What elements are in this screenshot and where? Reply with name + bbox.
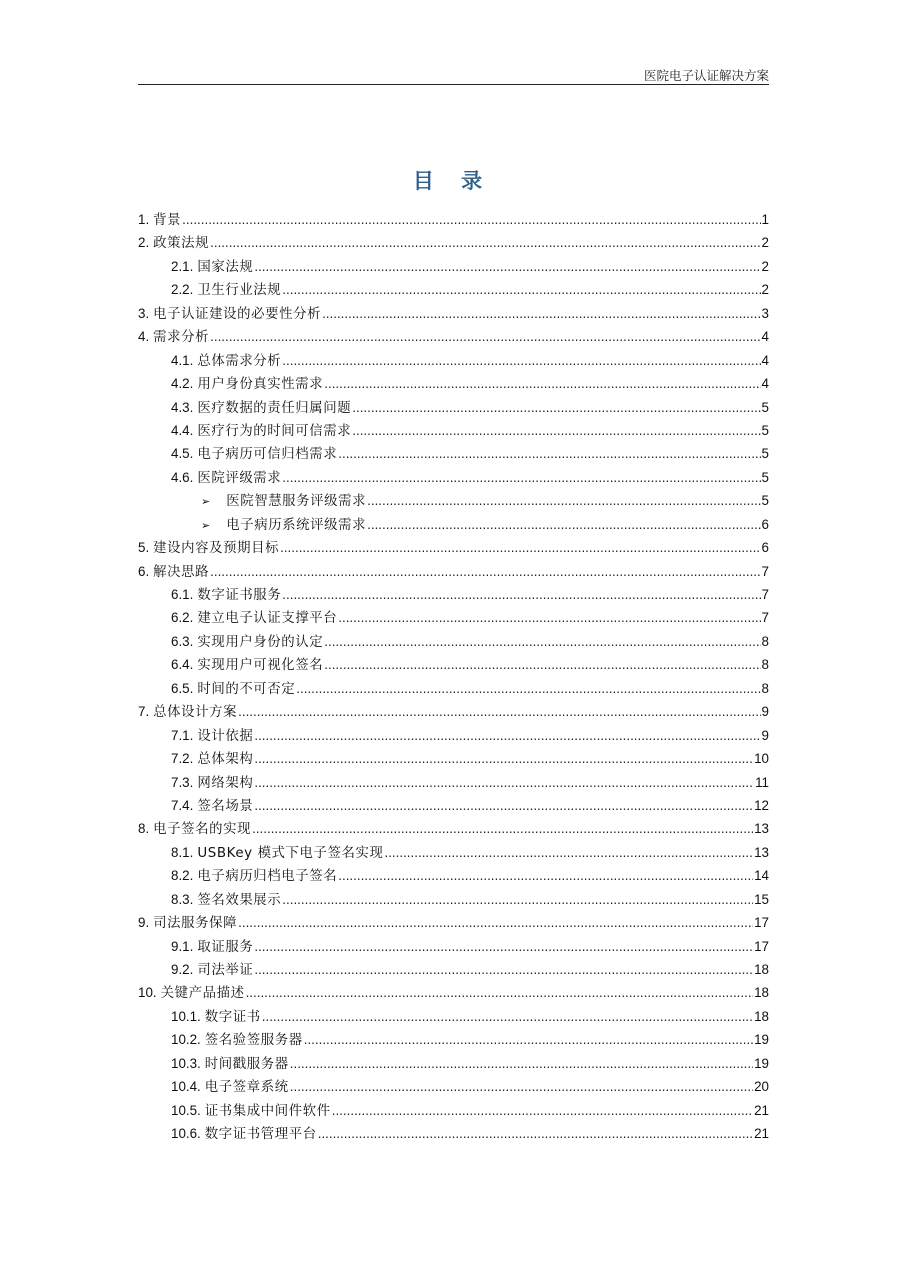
toc-entry-number: 1.	[138, 212, 150, 227]
toc-entry-label: 时间的不可否定	[197, 681, 296, 697]
toc-entry[interactable]	[138, 442, 769, 465]
toc-entry[interactable]	[138, 583, 769, 606]
toc-entry-label: 医院评级需求	[197, 470, 282, 486]
toc-entry-page-number: 2	[761, 258, 769, 274]
toc-entry[interactable]	[138, 724, 769, 747]
toc-entry[interactable]	[138, 278, 769, 301]
toc-entry-page-number: 8	[761, 633, 769, 649]
toc-entry-page-number: 18	[754, 1008, 769, 1024]
toc-entry-label: 总体架构	[197, 752, 254, 768]
toc-entry[interactable]	[138, 372, 769, 395]
toc-entry-label: 证书集成中间件软件	[204, 1103, 331, 1119]
toc-entry-label: 电子病历系统评级需求	[226, 517, 367, 533]
toc-entry-label: 司法服务保障	[153, 916, 238, 932]
toc-entry-number: 7.1.	[171, 727, 194, 743]
toc-entry[interactable]	[138, 325, 769, 348]
toc-entry-label: 时间戳服务器	[204, 1056, 289, 1072]
toc-entry-page-number: 7	[761, 610, 769, 626]
toc-entry[interactable]	[138, 208, 769, 231]
dot-leader	[246, 981, 754, 1004]
toc-entry-number: 2.	[138, 235, 150, 251]
toc-entry-label: 电子签章系统	[204, 1080, 289, 1096]
dot-leader	[210, 325, 760, 348]
dot-leader	[324, 653, 760, 676]
bullet-arrow-icon: ➢	[201, 495, 211, 509]
toc-entry-number: 6.2.	[171, 610, 194, 626]
dot-leader	[254, 794, 753, 817]
dot-leader	[282, 583, 760, 606]
toc-entry-number: 7.3.	[171, 774, 194, 790]
dot-leader	[280, 536, 760, 559]
toc-entry-page-number: 6	[761, 516, 769, 532]
table-of-contents	[138, 208, 769, 1146]
toc-entry-number: 4.2.	[171, 376, 194, 392]
toc-entry[interactable]	[138, 747, 769, 770]
dot-leader	[254, 724, 760, 747]
dot-leader	[282, 888, 753, 911]
dot-leader	[332, 1099, 753, 1122]
toc-entry[interactable]	[138, 536, 769, 559]
dot-leader	[254, 771, 754, 794]
toc-entry-label: 实现用户可视化签名	[197, 658, 324, 674]
toc-entry-page-number: 8	[761, 680, 769, 696]
toc-entry-number: 10.1.	[171, 1008, 201, 1024]
toc-entry[interactable]	[138, 1122, 769, 1145]
toc-entry[interactable]	[138, 1099, 769, 1122]
toc-entry[interactable]	[138, 349, 769, 372]
toc-entry-number: 10.	[138, 985, 157, 1001]
toc-entry-page-number: 9	[761, 704, 769, 720]
toc-entry-label: 电子病历可信归档需求	[197, 447, 338, 463]
toc-entry-page-number: 13	[754, 821, 769, 837]
toc-entry-label: USBKey 模式下电子签名实现	[197, 845, 384, 861]
toc-entry-number: 4.4.	[171, 422, 194, 438]
toc-entry-label: 建设内容及预期目标	[153, 541, 280, 557]
dot-leader	[210, 560, 760, 583]
toc-entry-label: 关键产品描述	[160, 986, 245, 1002]
toc-entry[interactable]	[138, 1075, 769, 1098]
page-header	[138, 64, 769, 85]
dot-leader	[338, 606, 760, 629]
toc-entry-page-number: 19	[754, 1032, 769, 1048]
toc-entry-label: 解决思路	[153, 564, 210, 580]
toc-entry[interactable]	[138, 466, 769, 489]
toc-entry-number: 2.2.	[171, 282, 194, 298]
toc-entry-number: 7.	[138, 704, 150, 720]
dot-leader	[324, 630, 760, 653]
toc-entry-page-number: 2	[761, 235, 769, 251]
dot-leader	[210, 231, 760, 254]
toc-entry-label: 医疗行为的时间可信需求	[197, 423, 352, 439]
toc-entry[interactable]	[138, 958, 769, 981]
toc-entry[interactable]	[138, 489, 769, 512]
dot-leader	[324, 372, 760, 395]
toc-entry[interactable]	[138, 231, 769, 254]
toc-entry-number: 6.3.	[171, 633, 194, 649]
toc-entry-label: 卫生行业法规	[197, 283, 282, 299]
toc-entry[interactable]	[138, 396, 769, 419]
toc-entry-page-number: 17	[754, 915, 769, 931]
toc-entry[interactable]	[138, 700, 769, 723]
header-title: 医院电子认证解决方案	[643, 68, 769, 83]
toc-entry-page-number: 21	[754, 1102, 769, 1118]
toc-entry-page-number: 14	[754, 868, 769, 884]
toc-entry[interactable]	[138, 864, 769, 887]
toc-entry[interactable]	[138, 606, 769, 629]
dot-leader	[352, 419, 760, 442]
toc-entry-page-number: 12	[754, 797, 769, 813]
toc-entry-number: 4.5.	[171, 446, 194, 462]
toc-entry-label: 司法举证	[197, 963, 254, 978]
toc-entry-page-number: 2	[761, 282, 769, 298]
toc-entry-page-number: 4	[761, 376, 769, 392]
toc-entry-number: 8.2.	[171, 868, 194, 884]
toc-entry-label: 数字证书	[204, 1009, 261, 1025]
toc-entry-label: 签名验签服务器	[204, 1033, 303, 1049]
toc-entry-page-number: 19	[754, 1055, 769, 1071]
toc-entry-label: 网络架构	[197, 775, 254, 791]
toc-entry-label: 电子病历归档电子签名	[197, 869, 338, 885]
toc-entry-page-number: 8	[761, 657, 769, 673]
dot-leader	[290, 1075, 753, 1098]
toc-entry-page-number: 15	[754, 891, 769, 907]
toc-entry-number: 10.6.	[171, 1126, 201, 1142]
dot-leader	[338, 864, 753, 887]
toc-entry-page-number: 18	[754, 985, 769, 1001]
toc-entry-label: 背景	[153, 213, 182, 228]
toc-entry-label: 用户身份真实性需求	[197, 377, 324, 393]
dot-leader	[282, 349, 760, 372]
toc-entry[interactable]	[138, 1005, 769, 1028]
dot-leader	[290, 1052, 753, 1075]
toc-entry-label: 国家法规	[197, 259, 254, 275]
toc-entry-page-number: 13	[754, 844, 769, 860]
toc-entry-number: 10.4.	[171, 1079, 201, 1095]
dot-leader	[367, 489, 760, 512]
toc-entry-number: 6.1.	[171, 587, 194, 602]
toc-entry-label: 电子签名的实现	[153, 822, 252, 838]
toc-entry-label: 数字证书管理平台	[204, 1127, 317, 1143]
toc-entry[interactable]	[138, 653, 769, 676]
toc-heading: 目 录	[412, 169, 493, 193]
toc-entry-number: 8.1.	[171, 844, 194, 860]
dot-leader	[318, 1122, 753, 1145]
toc-entry-number: 6.	[138, 563, 150, 579]
toc-entry-page-number: 11	[755, 774, 769, 790]
toc-entry-page-number: 5	[761, 399, 769, 415]
toc-entry[interactable]	[138, 794, 769, 817]
toc-entry-page-number: 7	[761, 563, 769, 579]
toc-entry-label: 总体需求分析	[197, 353, 282, 369]
toc-entry-number: 9.1.	[171, 938, 194, 954]
toc-entry-number: 6.4.	[171, 657, 194, 673]
dot-leader	[352, 396, 760, 419]
toc-entry-label: 签名效果展示	[197, 892, 282, 908]
toc-entry[interactable]	[138, 841, 769, 864]
toc-entry-number: 4.	[138, 329, 150, 345]
toc-entry[interactable]	[138, 255, 769, 278]
toc-entry-number: 4.3.	[171, 399, 194, 415]
toc-entry-number: 7.4.	[171, 797, 194, 813]
toc-entry[interactable]	[138, 513, 769, 536]
bullet-arrow-icon: ➢	[201, 518, 211, 532]
toc-entry-label: 医院智慧服务评级需求	[226, 494, 367, 510]
toc-entry-label: 需求分析	[153, 330, 210, 346]
toc-entry[interactable]	[138, 911, 769, 934]
toc-entry-page-number: 21	[754, 1126, 769, 1142]
toc-entry-number: 9.	[138, 915, 150, 931]
dot-leader	[282, 278, 760, 301]
toc-entry-label: 建立电子认证支撑平台	[197, 611, 338, 627]
toc-entry-label: 实现用户身份的认定	[197, 634, 324, 650]
toc-entry-number: 2.1.	[171, 258, 194, 274]
dot-leader	[296, 677, 760, 700]
dot-leader	[338, 442, 760, 465]
toc-entry[interactable]	[138, 419, 769, 442]
toc-entry[interactable]	[138, 677, 769, 700]
toc-entry[interactable]	[138, 981, 769, 1004]
toc-entry-label: 数字证书服务	[197, 588, 282, 603]
toc-entry[interactable]	[138, 888, 769, 911]
toc-entry-number: 8.	[138, 821, 150, 837]
toc-entry-number: 3.	[138, 305, 150, 321]
toc-entry-label: 设计依据	[197, 728, 254, 744]
toc-entry-page-number: 5	[761, 469, 769, 485]
dot-leader	[254, 935, 753, 958]
toc-entry-number: 7.2.	[171, 751, 194, 767]
toc-entry-label: 签名场景	[197, 798, 254, 814]
toc-entry-page-number: 7	[761, 587, 769, 602]
toc-entry-number: 6.5.	[171, 680, 194, 696]
toc-entry-page-number: 5	[761, 446, 769, 462]
toc-entry[interactable]	[138, 817, 769, 840]
toc-entry-page-number: 5	[761, 493, 769, 509]
dot-leader	[282, 466, 760, 489]
dot-leader	[322, 302, 760, 325]
toc-entry[interactable]	[138, 1052, 769, 1075]
toc-entry-number: 4.1.	[171, 352, 194, 368]
toc-entry-label: 总体设计方案	[153, 705, 238, 721]
dot-leader	[384, 841, 753, 864]
dot-leader	[254, 255, 760, 278]
toc-entry[interactable]	[138, 560, 769, 583]
toc-entry-label: 取证服务	[197, 939, 254, 955]
toc-entry[interactable]	[138, 630, 769, 653]
dot-leader	[254, 958, 753, 981]
dot-leader	[254, 747, 753, 770]
toc-entry-number: 10.2.	[171, 1032, 201, 1048]
toc-entry-page-number: 1	[761, 212, 769, 227]
toc-entry[interactable]	[138, 1028, 769, 1051]
toc-entry-label: 电子认证建设的必要性分析	[153, 306, 322, 322]
dot-leader	[367, 513, 760, 536]
toc-entry-label: 政策法规	[153, 236, 210, 252]
toc-entry-page-number: 5	[761, 422, 769, 438]
toc-entry-number: 10.5.	[171, 1102, 201, 1118]
toc-entry-number: 4.6.	[171, 469, 194, 485]
toc-entry-label: 医疗数据的责任归属问题	[197, 400, 352, 416]
dot-leader	[262, 1005, 753, 1028]
dot-leader	[238, 911, 753, 934]
dot-leader	[304, 1028, 753, 1051]
toc-entry-page-number: 3	[761, 305, 769, 321]
toc-entry-page-number: 6	[761, 540, 769, 556]
toc-entry-page-number: 9	[761, 727, 769, 743]
toc-entry-number: 5.	[138, 540, 150, 556]
toc-entry[interactable]	[138, 302, 769, 325]
toc-entry-page-number: 20	[754, 1079, 769, 1095]
toc-entry-page-number: 17	[754, 938, 769, 954]
dot-leader	[252, 817, 753, 840]
toc-entry-page-number: 10	[754, 751, 769, 767]
toc-entry-page-number: 4	[761, 352, 769, 368]
toc-entry[interactable]	[138, 771, 769, 794]
toc-entry[interactable]	[138, 935, 769, 958]
toc-entry-number: 10.3.	[171, 1055, 201, 1071]
dot-leader	[182, 208, 760, 231]
toc-entry-number: 9.2.	[171, 962, 194, 977]
toc-entry-page-number: 18	[754, 962, 769, 977]
toc-entry-page-number: 4	[761, 329, 769, 345]
dot-leader	[238, 700, 760, 723]
toc-entry-number: 8.3.	[171, 891, 194, 907]
